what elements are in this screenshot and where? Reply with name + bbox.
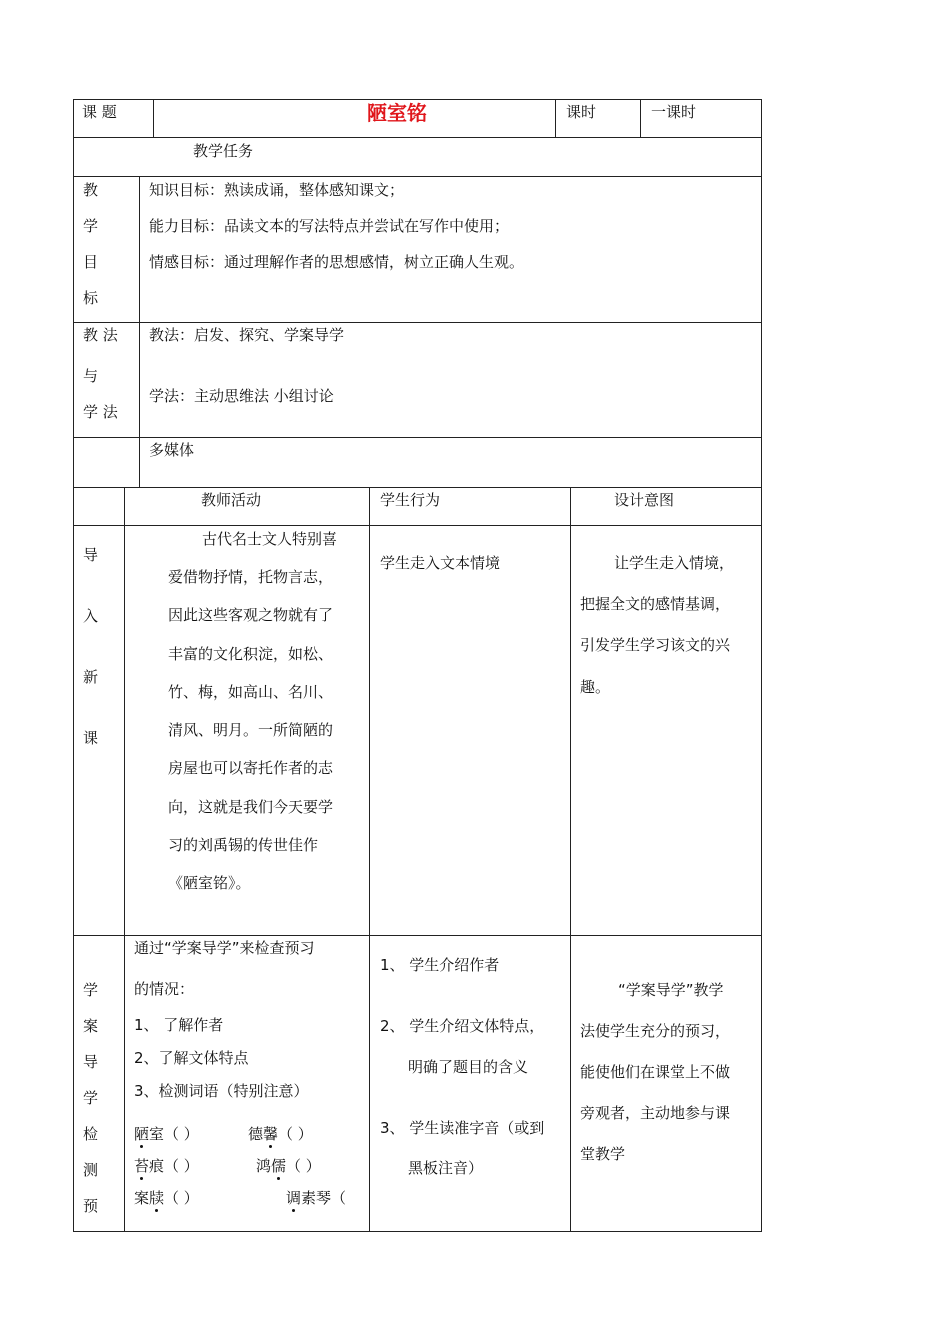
table-border — [73, 487, 762, 488]
objective-emotion: 情感目标：通过理解作者的思想感情，树立正确人生观。 — [149, 253, 525, 271]
period-value: 一课时 — [651, 103, 697, 121]
table-border — [570, 487, 571, 1232]
page-title: 陋室铭 — [367, 101, 427, 125]
vocab-item: 德馨（ ） — [248, 1125, 313, 1143]
lesson-plan-page: 课 题 陋室铭 课时 一课时 教学任务 教 学 目 标 知识目标：熟读成诵，整体感知课文； 能力目标：品读文本的写法特点并尝试在写作中使用； 情感目标：通过理解作者的思想感情，树立正确人生观。 教 法 与 学 法 教法：启发、探究、学案导学 学法：主动思维法 小组讨论 多媒体 教师活动 学生行为 设计意图 导 入 新 课 古代名士文人特别喜 爱借物抒情，托物言志， 因此这些客观之物就有了 丰富的文化积淀，如松、 竹、梅，如高山、名川、 清风、明月。一所简陋的 房屋也可以寄托作者的志 向，这就是我们今天要学 习的刘禹锡的传世佳作 《陋室铭》。 学生走入文本情境 让学生走入情境， 把握全文的感情基调， 引发学生学习该文的兴 趣。 学 案 导 学 检 测 预 通过“学案导学”来检查预习 的情况： 1、 了解作者 2、了解文体特点 3、检测词语（特别注意） 陋室（ ） 德馨（ ） 苔痕（ ） 鸿儒（ ） 案牍（ ） 调素琴（ 1、 学生介绍作者 2、 学生介绍文体特点， 明确了题目的含义 3、 学生读准字音（或到 黑板注音） “学案导学”教学 法使学生充分的预习， 能使他们在课堂上不做 旁观者，主动地参与课 堂教学 — [0, 0, 950, 1344]
topic-label: 课 题 — [82, 103, 117, 121]
vocab-item: 调素琴（ — [286, 1189, 347, 1207]
learning-method: 学法：主动思维法 小组讨论 — [149, 387, 334, 405]
vocab-item: 鸿儒（ ） — [256, 1157, 321, 1175]
table-border — [153, 99, 154, 138]
intro-student-text: 学生走入文本情境 — [380, 554, 501, 572]
table-border — [124, 487, 125, 1232]
column-design: 设计意图 — [614, 491, 675, 509]
column-teacher: 教师活动 — [201, 491, 262, 509]
table-border — [761, 99, 762, 1232]
table-border — [73, 1231, 762, 1232]
methods-label-3: 学 法 — [83, 403, 118, 421]
table-border — [369, 487, 370, 1232]
table-border — [73, 176, 762, 177]
methods-label-1: 教 法 — [83, 326, 118, 344]
teaching-method: 教法：启发、探究、学案导学 — [149, 326, 345, 344]
methods-label-2: 与 — [83, 367, 99, 385]
table-border — [73, 437, 762, 438]
table-border — [73, 322, 762, 323]
media-text: 多媒体 — [149, 441, 195, 459]
table-border — [73, 137, 762, 138]
table-border — [73, 99, 762, 100]
objective-ability: 能力目标：品读文本的写法特点并尝试在写作中使用； — [149, 217, 510, 235]
vocab-item: 陋室（ ） — [134, 1125, 199, 1143]
table-border — [139, 176, 140, 488]
table-border — [73, 935, 762, 936]
vocab-item: 案牍（ ） — [134, 1189, 199, 1207]
vocab-item: 苔痕（ ） — [134, 1157, 199, 1175]
column-student: 学生行为 — [380, 491, 441, 509]
table-border — [640, 99, 641, 138]
objective-knowledge: 知识目标：熟读成诵，整体感知课文； — [149, 181, 405, 199]
task-header: 教学任务 — [193, 142, 254, 160]
table-border — [555, 99, 556, 138]
table-border — [73, 99, 74, 1232]
period-label: 课时 — [566, 103, 597, 121]
table-border — [73, 525, 762, 526]
